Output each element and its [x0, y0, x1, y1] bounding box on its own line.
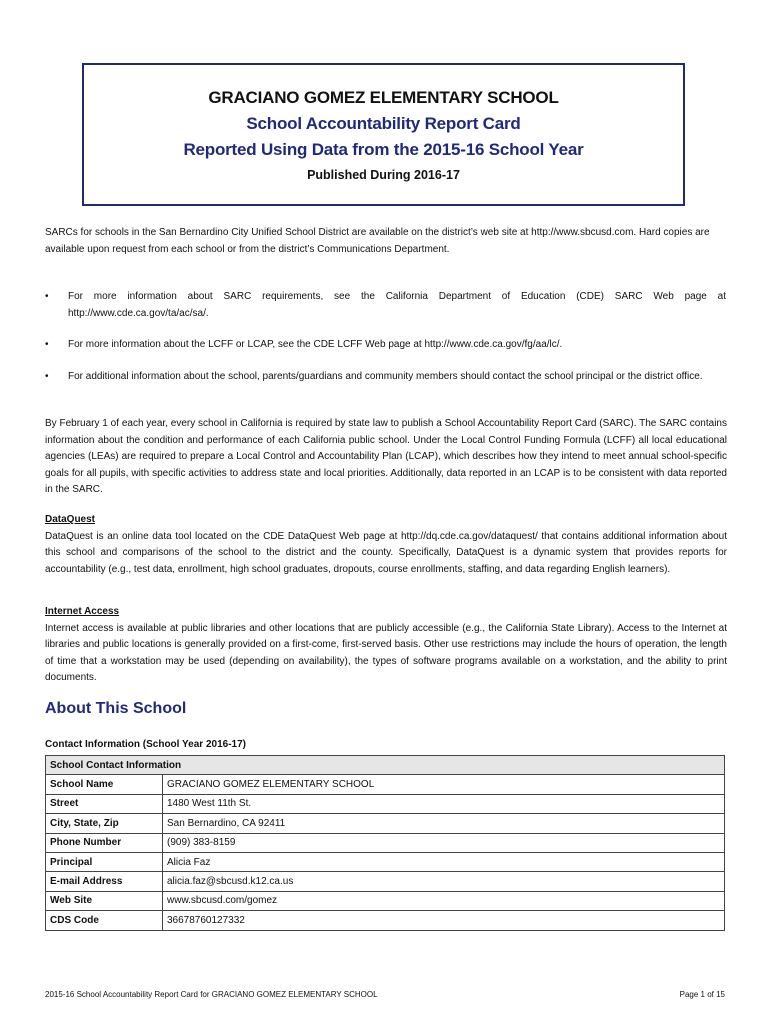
table-row: [46, 814, 725, 833]
footer-page-number: Page 1 of 15: [679, 990, 725, 999]
internet-access-text: Internet access is available at public libraries and other locations that are publicly accessible (e.g., the California State Library). Access to the Internet at libraries and public locations is generally provided on a first-come, first-served basis. Other use restrictions may include the hours of operation, the length of time that a workstation may be used (depending on availability), the types of software programs available on a workstation, and the ability to print documents.: [45, 622, 727, 683]
row-label: Street: [46, 794, 163, 813]
table-row: [46, 891, 725, 910]
row-value: 1480 West 11th St.: [163, 794, 725, 813]
about-school-heading: About This School: [45, 700, 187, 717]
reported-year-title: Reported Using Data from the 2015-16 School Year: [183, 140, 584, 159]
contact-info-table: [45, 755, 725, 931]
row-value: GRACIANO GOMEZ ELEMENTARY SCHOOL: [163, 775, 725, 794]
footer-document-title: 2015-16 School Accountability Report Card for GRACIANO GOMEZ ELEMENTARY SCHOOL: [45, 990, 378, 999]
row-value: 36678760127332: [163, 911, 725, 930]
table-row: [46, 852, 725, 871]
row-value: alicia.faz@sbcusd.k12.ca.us: [163, 872, 725, 891]
row-label: City, State, Zip: [46, 814, 163, 833]
bullet-glyph: •: [45, 371, 49, 382]
sarc-requirement-paragraph: By February 1 of each year, every school in California is required by state law to publish a School Accountability Report Card (SARC). The SARC contains information about the condition and performance of each California public school. Under the Local Control Funding Formula (LCFF) all local educational agencies (LEAs) are required to prepare a Local Control and Accountability Plan (LCAP), which describes how they intend to meet annual school-specific goals for all pupils, with specific activities to address state and local priorities. Additionally, data reported in an LCAP is to be consistent with data reported in the SARC.: [45, 418, 727, 495]
row-value: San Bernardino, CA 92411: [163, 814, 725, 833]
row-value: (909) 383-8159: [163, 833, 725, 852]
bullet-text: For more information about SARC requirements, see the California Department of Education (CDE) SARC Web page at http://www.cde.ca.gov/ta/ac/sa/.: [68, 291, 726, 319]
row-value: Alicia Faz: [163, 852, 725, 871]
internet-access-section: [45, 604, 727, 687]
row-label: Phone Number: [46, 833, 163, 852]
table-row: [46, 775, 725, 794]
table-row: [46, 794, 725, 813]
bullet-text: For additional information about the school, parents/guardians and community members should contact the school principal or the district office.: [68, 371, 703, 382]
internet-access-heading: Internet Access: [45, 606, 120, 617]
bullet-text: For more information about the LCFF or LCAP, see the CDE LCFF Web page at http://www.cde.ca.gov/fg/aa/lc/.: [68, 339, 563, 350]
table-row: [46, 911, 725, 930]
dataquest-section: [45, 512, 727, 578]
published-subtitle: Published During 2016-17: [307, 168, 460, 182]
table-header-cell: School Contact Information: [46, 756, 725, 775]
bullet-glyph: •: [45, 339, 49, 350]
row-label: CDS Code: [46, 911, 163, 930]
intro-paragraph: SARCs for schools in the San Bernardino City Unified School District are available on the district’s web site at http://www.sbcusd.com. Hard copies are available upon request from each school or from the district’s Communications Department.: [45, 227, 710, 255]
row-label: Principal: [46, 852, 163, 871]
dataquest-text: DataQuest is an online data tool located on the CDE DataQuest Web page at http://dq.cde.ca.gov/dataquest/ that contains additional information about this school and comparisons of the school to the district and the county. Specifically, DataQuest is a dynamic system that provides reports for accountability (e.g., test data, enrollment, high school graduates, dropouts, course enrollments, staffing, and data regarding English learners).: [45, 530, 727, 575]
row-value: www.sbcusd.com/gomez: [163, 891, 725, 910]
row-label: Web Site: [46, 891, 163, 910]
report-title: School Accountability Report Card: [246, 114, 521, 133]
school-name-heading: GRACIANO GOMEZ ELEMENTARY SCHOOL: [208, 88, 559, 107]
table-header-row: [46, 756, 725, 775]
contact-info-caption: Contact Information (School Year 2016-17): [45, 739, 246, 750]
title-box: [82, 63, 685, 206]
table-row: [46, 833, 725, 852]
dataquest-heading: DataQuest: [45, 514, 96, 525]
bullet-glyph: •: [45, 291, 49, 302]
table-row: [46, 872, 725, 891]
row-label: School Name: [46, 775, 163, 794]
row-label: E-mail Address: [46, 872, 163, 891]
